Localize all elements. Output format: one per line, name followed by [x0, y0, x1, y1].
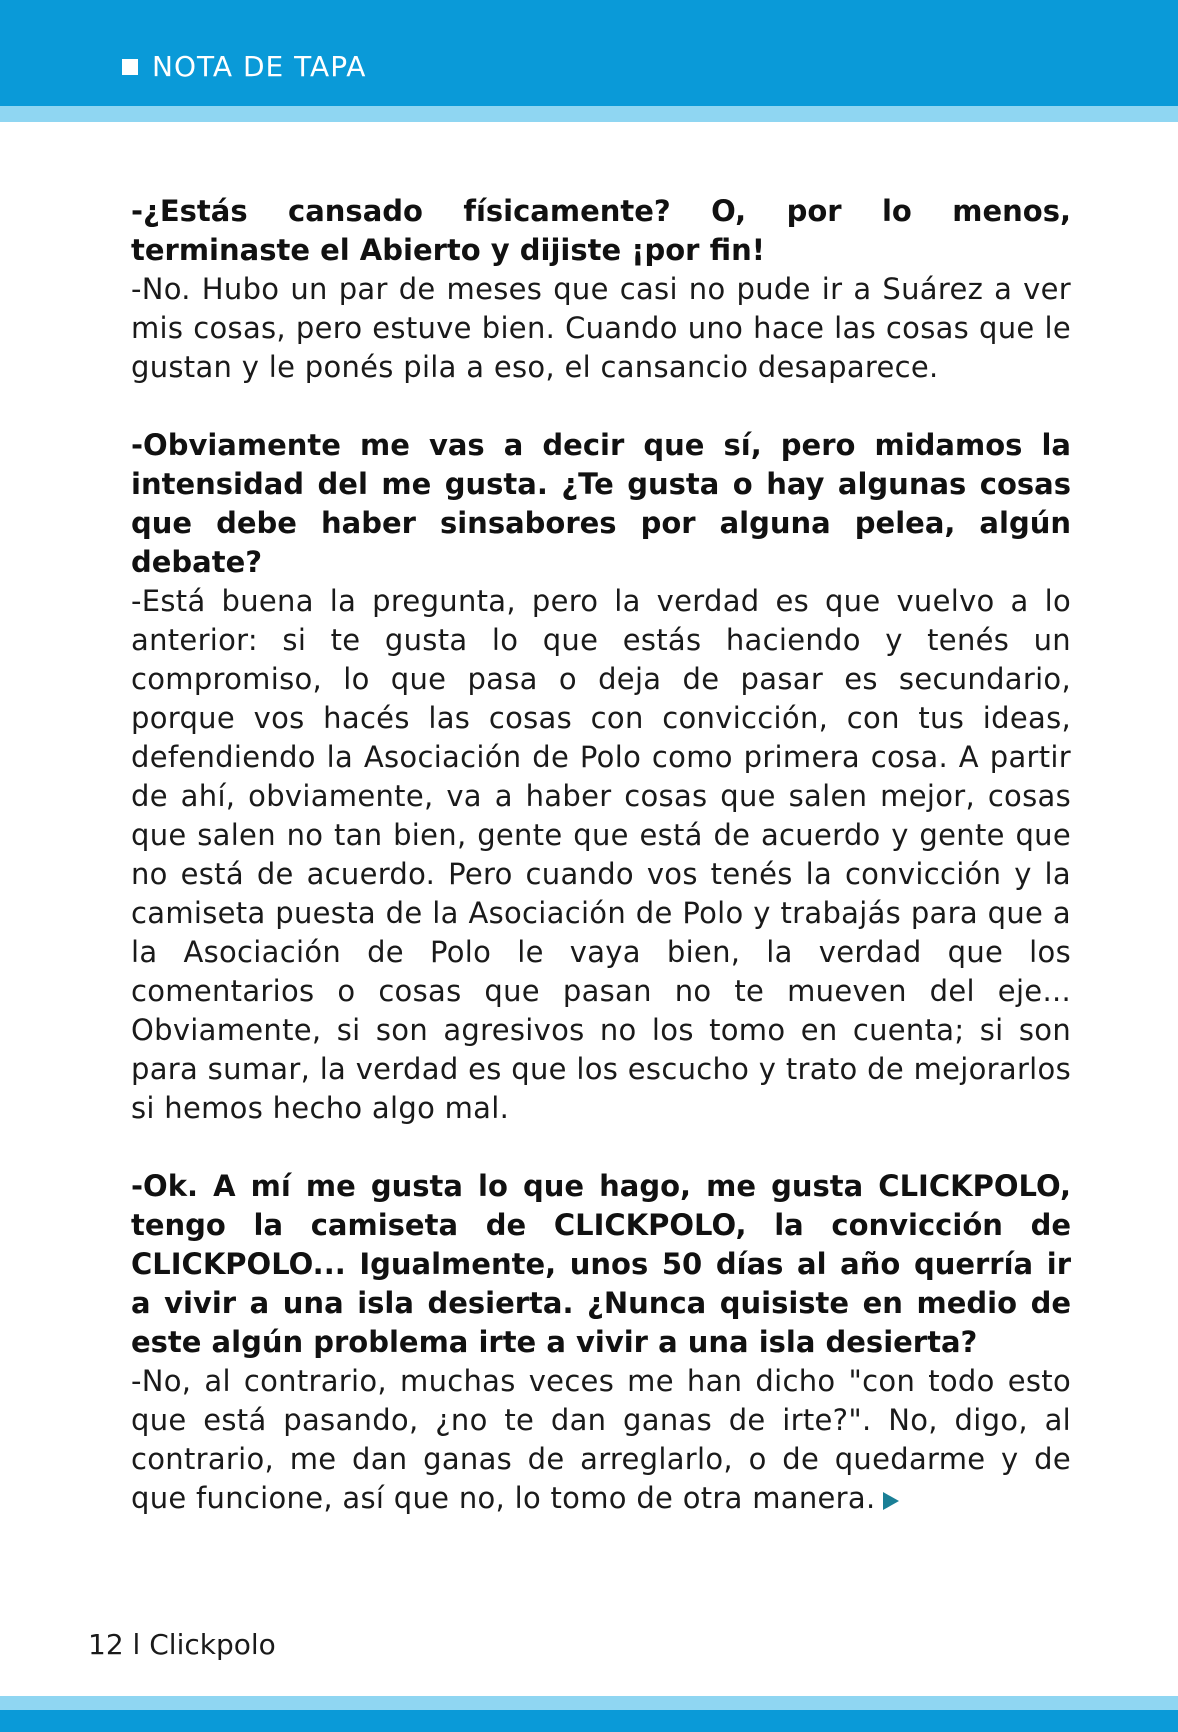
- publication-name: Clickpolo: [149, 1628, 276, 1661]
- article-body: [131, 192, 1071, 1557]
- square-bullet-icon: [122, 59, 138, 75]
- answer-3: [131, 1362, 1071, 1518]
- page-number: 12: [88, 1628, 124, 1661]
- qa-block-3: [131, 1167, 1071, 1518]
- footer-separator: l: [132, 1628, 141, 1661]
- question-3: -Ok. A mí me gusta lo que hago, me gusta CLICKPOLO, tengo la camiseta de CLICKPOLO, la convicción de CLICKPOLO... Igualmente, unos 50 días al año querría ir a vivir a una isla desierta. ¿Nunca quisiste en medio de este algún problema irte a vivir a una isla desierta?: [131, 1169, 1071, 1359]
- question-2: -Obviamente me vas a decir que sí, pero midamos la intensidad del me gusta. ¿Te gusta o hay algunas cosas que debe haber sinsabores por alguna pelea, algún debate?: [131, 428, 1071, 579]
- footer-band: [0, 1710, 1178, 1732]
- section-label: [122, 50, 366, 83]
- end-of-article-arrow-icon: [883, 1492, 899, 1510]
- footer-stripe: [0, 1696, 1178, 1710]
- header-stripe: [0, 106, 1178, 122]
- page-footer: [88, 1628, 276, 1661]
- answer-2: -Está buena la pregunta, pero la verdad es que vuelvo a lo anterior: si te gusta lo que estás haciendo y tenés un compromiso, lo que pasa o deja de pasar es secundario, porque vos hacés las cosas con convicción, con tus ideas, defendiendo la Asociación de Polo como primera cosa. A partir de ahí, obviamente, va a haber cosas que salen mejor, cosas que salen no tan bien, gente que está de acuerdo y gente que no está de acuerdo. Pero cuando vos tenés la convicción y la camiseta puesta de la Asociación de Polo y trabajás para que a la Asociación de Polo le vaya bien, la verdad que los comentarios o cosas que pasan no te mueven del eje... Obviamente, si son agresivos no los tomo en cuenta; si son para sumar, la verdad es que los escucho y trato de mejorarlos si hemos hecho algo mal.: [131, 584, 1071, 1125]
- section-label-text: NOTA DE TAPA: [152, 50, 367, 83]
- qa-block-2: [131, 426, 1071, 1128]
- qa-block-1: [131, 192, 1071, 387]
- question-1: -¿Estás cansado físicamente? O, por lo menos, terminaste el Abierto y dijiste ¡por fin!: [131, 194, 1071, 267]
- answer-3-text: -No, al contrario, muchas veces me han dicho "con todo esto que está pasando, ¿no te dan ganas de irte?". No, digo, al contrario, me dan ganas de arreglarlo, o de quedarme y de que funcione, así que no, lo tomo de otra manera.: [131, 1364, 1071, 1515]
- answer-1: -No. Hubo un par de meses que casi no pude ir a Suárez a ver mis cosas, pero estuve bien. Cuando uno hace las cosas que le gustan y le ponés pila a eso, el cansancio desaparece.: [131, 272, 1071, 384]
